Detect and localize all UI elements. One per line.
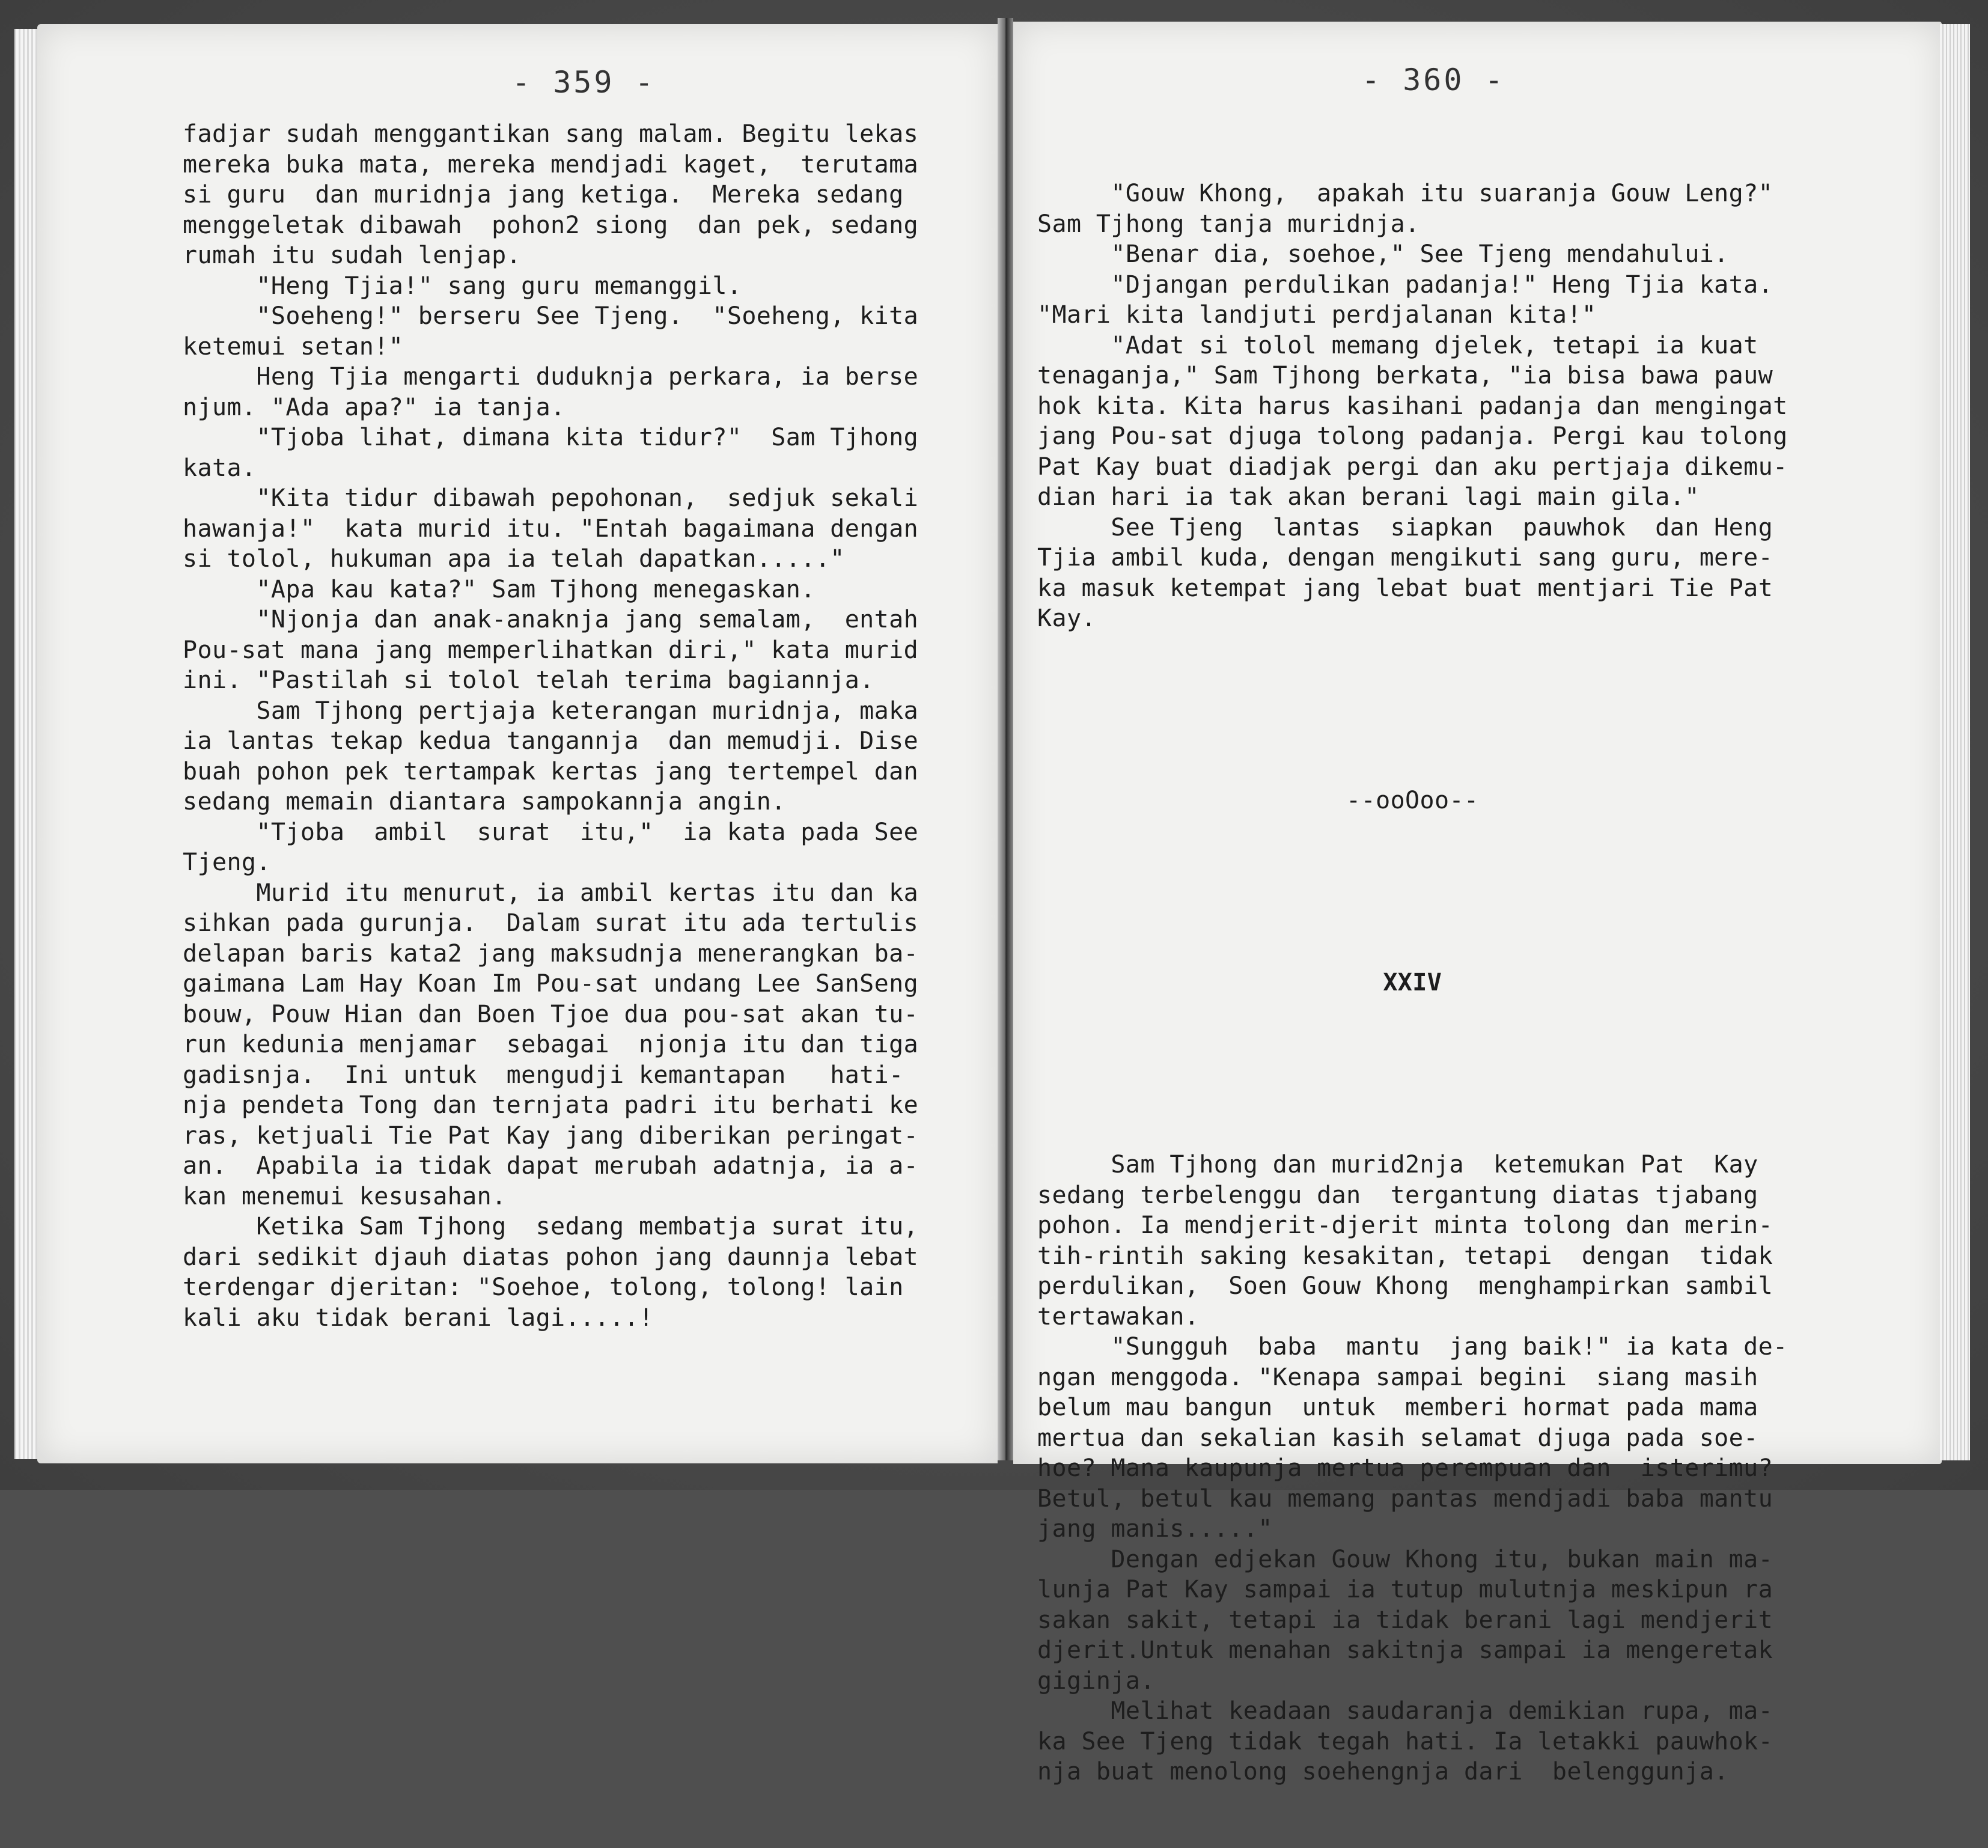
text-line: Ketika Sam Tjhong sedang membatja surat itu, (183, 1213, 919, 1240)
text-line: njum. "Ada apa?" ia tanja. (183, 393, 566, 421)
text-line: hoe? Mana kaupunja mertua perempuan dan isterimu? (1037, 1454, 1773, 1482)
text-line: ka See Tjeng tidak tegah hati. Ia letakki pauwhok- (1037, 1727, 1773, 1755)
text-line: ras, ketjuali Tie Pat Kay jang diberikan peringat- (183, 1121, 919, 1150)
text-line: bouw, Pouw Hian dan Boen Tjoe dua pou-sat akan tu- (183, 1000, 919, 1028)
text-line: giginja. (1037, 1667, 1155, 1695)
text-line: sedang memain diantara sampokannja angin. (183, 788, 786, 816)
text-line: "Tjoba ambil surat itu," ia kata pada See (183, 818, 919, 846)
text-line: Pat Kay buat diadjak pergi dan aku pertjaja dikemu- (1037, 453, 1788, 481)
text-line: belum mau bangun untuk memberi hormat pada mama (1037, 1394, 1758, 1421)
text-line: Murid itu menurut, ia ambil kertas itu dan ka (183, 879, 919, 907)
text-line: si guru dan muridnja jang ketiga. Mereka sedang (183, 181, 904, 209)
text-line: djerit.Untuk menahan sakitnja sampai ia mengeretak (1037, 1636, 1773, 1664)
text-line: "Mari kita landjuti perdjalanan kita!" (1037, 301, 1597, 329)
text-line: ketemui setan!" (183, 332, 404, 361)
text-line: Sam Tjhong dan murid2nja ketemukan Pat Kay (1037, 1151, 1758, 1179)
left-page-text (183, 119, 918, 1333)
text-line: fadjar sudah menggantikan sang malam. Begitu lekas (183, 120, 919, 148)
book-spine (998, 18, 1013, 1460)
section-separator: --ooOoo-- (1346, 787, 1479, 814)
text-line: kata. (183, 454, 257, 482)
text-line: sakan sakit, tetapi ia tidak berani lagi mendjerit (1037, 1606, 1773, 1634)
text-line: si tolol, hukuman apa ia telah dapatkan....." (183, 545, 845, 573)
text-line: hok kita. Kita harus kasihani padanja dan mengingat (1037, 392, 1788, 420)
text-line: rumah itu sudah lenjap. (183, 242, 522, 269)
text-line: ia lantas tekap kedua tangannja dan memudji. Dise (183, 727, 919, 755)
text-line: run kedunia menjamar sebagai njonja itu dan tiga (183, 1031, 919, 1058)
text-line: tih-rintih saking kesakitan, tetapi dengan tidak (1037, 1242, 1773, 1270)
text-line: mereka buka mata, mereka mendjadi kaget, terutama (183, 150, 919, 178)
text-line: "Heng Tjia!" sang guru memanggil. (183, 272, 742, 300)
text-line: tenaganja," Sam Tjhong berkata, "ia bisa bawa pauw (1037, 362, 1773, 389)
text-line: "Soeheng!" berseru See Tjeng. "Soeheng, kita (183, 302, 919, 330)
text-line: nja buat menolong soehengnja dari belenggunja. (1037, 1758, 1729, 1785)
text-line: pohon. Ia mendjerit-djerit minta tolong dan merin- (1037, 1212, 1773, 1239)
text-line: "Gouw Khong, apakah itu suaranja Gouw Leng?" (1037, 180, 1773, 207)
text-line: kali aku tidak berani lagi.....! (183, 1304, 654, 1332)
right-page (1013, 22, 1942, 1785)
text-line: tertawakan. (1037, 1302, 1200, 1331)
left-page-edges (14, 29, 37, 1459)
text-line: Tjeng. (183, 849, 271, 876)
text-line: "Kita tidur dibawah pepohonan, sedjuk sekali (183, 484, 919, 512)
text-line: buah pohon pek tertampak kertas jang tertempel dan (183, 757, 919, 785)
text-line: "Tjoba lihat, dimana kita tidur?" Sam Tjhong (183, 424, 919, 451)
text-line: an. Apabila ia tidak dapat merubah adatnja, ia a- (183, 1152, 919, 1180)
text-line: perdulikan, Soen Gouw Khong menghampirkan sambil (1037, 1272, 1773, 1300)
text-line: ini. "Pastilah si tolol telah terima bagiannja. (183, 666, 874, 694)
text-line: Heng Tjia mengarti duduknja perkara, ia berse (183, 363, 919, 391)
text-line: delapan baris kata2 jang maksudnja menerangkan ba- (183, 939, 919, 968)
text-line: nja pendeta Tong dan ternjata padri itu berhati ke (183, 1091, 919, 1119)
text-line: hawanja!" kata murid itu. "Entah bagaimana dengan (183, 514, 919, 543)
text-line: "Benar dia, soehoe," See Tjeng mendahului. (1037, 240, 1729, 268)
text-line: gaimana Lam Hay Koan Im Pou-sat undang Lee SanSeng (183, 970, 919, 998)
text-line: kan menemui kesusahan. (183, 1182, 507, 1210)
text-line: jang Pou-sat djuga tolong padanja. Pergi kau tolong (1037, 422, 1788, 450)
right-text-after (1037, 1150, 1788, 1787)
text-line: menggeletak dibawah pohon2 siong dan pek, sedang (183, 211, 919, 239)
text-line: See Tjeng lantas siapkan pauwhok dan Heng (1037, 513, 1773, 541)
text-line: sedang terbelenggu dan tergantung diatas tjabang (1037, 1181, 1758, 1209)
text-line: jang manis....." (1037, 1515, 1273, 1543)
text-line: Tjia ambil kuda, dengan mengikuti sang guru, mere- (1037, 544, 1773, 572)
text-line: gadisnja. Ini untuk mengudji kemantapan hati- (183, 1061, 904, 1089)
right-page-edges (1940, 24, 1970, 1460)
text-line: Sam Tjhong tanja muridnja. (1037, 210, 1420, 238)
right-text-before (1037, 178, 1788, 634)
text-line: Dengan edjekan Gouw Khong itu, bukan main ma- (1037, 1545, 1773, 1573)
text-line: Kay. (1037, 605, 1096, 632)
text-line: dari sedikit djauh diatas pohon jang daunnja lebat (183, 1243, 919, 1271)
text-line: "Adat si tolol memang djelek, tetapi ia kuat (1037, 331, 1758, 359)
text-line: "Sungguh baba mantu jang baik!" ia kata de- (1037, 1333, 1788, 1361)
text-line: sihkan pada gurunja. Dalam surat itu ada tertulis (183, 909, 919, 937)
text-line: "Njonja dan anak-anaknja jang semalam, entah (183, 606, 919, 633)
text-line: Sam Tjhong pertjaja keterangan muridnja, maka (183, 697, 919, 725)
page-number-right: - 360 - (1362, 63, 1505, 97)
chapter-heading: XXIV (1383, 969, 1442, 996)
text-line: Melihat keadaan saudaranja demikian rupa, ma- (1037, 1697, 1773, 1725)
right-page-text (1037, 118, 1788, 1848)
text-line: lunja Pat Kay sampai ia tutup mulutnja meskipun ra (1037, 1576, 1773, 1603)
text-line: terdengar djeritan: "Soehoe, tolong, tolong! lain (183, 1273, 904, 1301)
text-line: ka masuk ketempat jang lebat buat mentjari Tie Pat (1037, 574, 1773, 602)
text-line: dian hari ia tak akan berani lagi main gila." (1037, 483, 1700, 511)
text-line: Betul, betul kau memang pantas mendjadi baba mantu (1037, 1484, 1773, 1513)
page-number-left: - 359 - (512, 65, 656, 100)
text-line: Pou-sat mana jang memperlihatkan diri," kata murid (183, 636, 919, 664)
text-line: "Apa kau kata?" Sam Tjhong menegaskan. (183, 575, 816, 603)
text-line: "Djangan perdulikan padanja!" Heng Tjia kata. (1037, 270, 1773, 299)
text-line: mertua dan sekalian kasih selamat djuga pada soe- (1037, 1424, 1758, 1452)
text-line: ngan menggoda. "Kenapa sampai begini siang masih (1037, 1363, 1758, 1391)
left-page (37, 24, 998, 1463)
